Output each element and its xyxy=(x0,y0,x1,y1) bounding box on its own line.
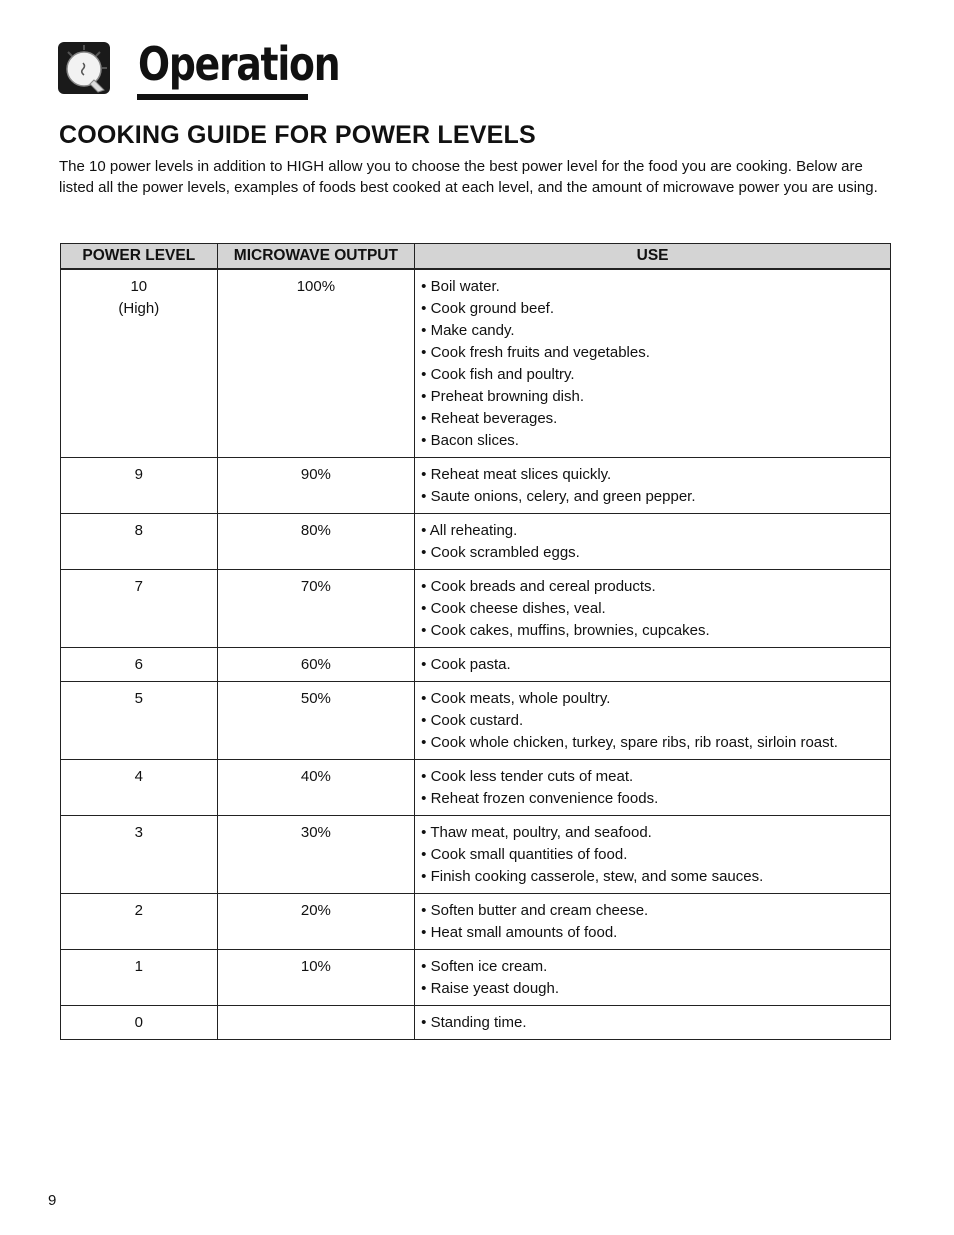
power-level-cell xyxy=(61,950,218,1006)
table-header-row xyxy=(61,244,891,270)
use-item: • Cook less tender cuts of meat. xyxy=(421,766,884,788)
power-level-note: (High) xyxy=(118,300,160,317)
microwave-output-cell: 100% xyxy=(217,269,415,458)
use-item: • Cook breads and cereal products. xyxy=(421,576,884,598)
use-item: • Raise yeast dough. xyxy=(421,978,884,1000)
table-row xyxy=(61,570,891,648)
table-row xyxy=(61,682,891,760)
power-level-value: 0 xyxy=(134,1014,143,1031)
microwave-output-cell: 90% xyxy=(217,458,415,514)
use-item: • Cook fresh fruits and vegetables. xyxy=(421,342,884,364)
table-row xyxy=(61,514,891,570)
use-cell xyxy=(415,458,891,514)
power-level-cell xyxy=(61,760,218,816)
use-item: • Thaw meat, poultry, and seafood. xyxy=(421,822,884,844)
use-cell xyxy=(415,894,891,950)
table-row xyxy=(61,894,891,950)
table-row xyxy=(61,269,891,458)
table-row xyxy=(61,1006,891,1040)
table-row xyxy=(61,950,891,1006)
use-item: • Preheat browning dish. xyxy=(421,386,884,408)
use-cell xyxy=(415,816,891,894)
use-item: • Cook pasta. xyxy=(421,654,884,676)
header-use: USE xyxy=(415,244,891,270)
power-level-value: 6 xyxy=(134,656,143,673)
power-level-value: 1 xyxy=(134,958,143,975)
use-cell xyxy=(415,514,891,570)
microwave-output-cell: 50% xyxy=(217,682,415,760)
power-level-cell xyxy=(61,682,218,760)
power-level-cell xyxy=(61,1006,218,1040)
table-row xyxy=(61,816,891,894)
power-level-value: 8 xyxy=(134,522,143,539)
page-number: 9 xyxy=(48,1192,57,1209)
use-item: • Soften butter and cream cheese. xyxy=(421,900,884,922)
power-level-cell xyxy=(61,458,218,514)
use-item: • Cook custard. xyxy=(421,710,884,732)
lightbulb-icon xyxy=(58,42,110,94)
power-level-table xyxy=(60,243,891,1040)
use-item: • Heat small amounts of food. xyxy=(421,922,884,944)
power-level-cell xyxy=(61,514,218,570)
table-body xyxy=(61,269,891,1040)
use-item: • Bacon slices. xyxy=(421,430,884,452)
use-cell xyxy=(415,950,891,1006)
use-item: • All reheating. xyxy=(421,520,884,542)
use-item: • Reheat meat slices quickly. xyxy=(421,464,884,486)
use-item: • Cook small quantities of food. xyxy=(421,844,884,866)
use-item: • Reheat frozen convenience foods. xyxy=(421,788,884,810)
power-level-cell xyxy=(61,816,218,894)
use-item: • Boil water. xyxy=(421,276,884,298)
microwave-output-cell: 40% xyxy=(217,760,415,816)
use-item: • Reheat beverages. xyxy=(421,408,884,430)
use-cell xyxy=(415,1006,891,1040)
table-row xyxy=(61,458,891,514)
microwave-output-cell: 60% xyxy=(217,648,415,682)
power-level-value: 5 xyxy=(134,690,143,707)
power-level-value: 4 xyxy=(134,768,143,785)
microwave-output-cell: 30% xyxy=(217,816,415,894)
power-level-value: 3 xyxy=(134,824,143,841)
page-title: Operation xyxy=(138,37,340,91)
microwave-output-cell: 20% xyxy=(217,894,415,950)
use-cell xyxy=(415,570,891,648)
table-row xyxy=(61,760,891,816)
power-level-cell xyxy=(61,648,218,682)
use-item: • Finish cooking casserole, stew, and some sauces. xyxy=(421,866,884,888)
header-power-level: POWER LEVEL xyxy=(61,244,218,270)
microwave-output-cell: 10% xyxy=(217,950,415,1006)
use-item: • Saute onions, celery, and green pepper. xyxy=(421,486,884,508)
power-level-value: 7 xyxy=(134,578,143,595)
power-level-cell xyxy=(61,570,218,648)
intro-paragraph: The 10 power levels in addition to HIGH allow you to choose the best power level for the food you are cooking. Below are listed all the power levels, examples of foods best cooked at each level, and the amount of microwave power you are using. xyxy=(59,158,878,196)
microwave-output-cell xyxy=(217,1006,415,1040)
power-level-value: 9 xyxy=(134,466,143,483)
power-level-cell xyxy=(61,894,218,950)
microwave-output-cell: 80% xyxy=(217,514,415,570)
use-cell xyxy=(415,648,891,682)
use-cell xyxy=(415,269,891,458)
use-item: • Cook ground beef. xyxy=(421,298,884,320)
use-item: • Cook meats, whole poultry. xyxy=(421,688,884,710)
title-underline xyxy=(137,94,308,100)
use-item: • Cook scrambled eggs. xyxy=(421,542,884,564)
use-item: • Cook fish and poultry. xyxy=(421,364,884,386)
use-cell xyxy=(415,682,891,760)
use-item: • Standing time. xyxy=(421,1012,884,1034)
microwave-output-cell: 70% xyxy=(217,570,415,648)
table-row xyxy=(61,648,891,682)
power-level-value: 2 xyxy=(134,902,143,919)
power-level-cell xyxy=(61,269,218,458)
use-item: • Cook cakes, muffins, brownies, cupcakes. xyxy=(421,620,884,642)
use-item: • Cook cheese dishes, veal. xyxy=(421,598,884,620)
section-heading: COOKING GUIDE FOR POWER LEVELS xyxy=(59,121,536,149)
power-level-value: 10 xyxy=(130,278,148,295)
use-cell xyxy=(415,760,891,816)
use-item: • Cook whole chicken, turkey, spare ribs, rib roast, sirloin roast. xyxy=(421,732,884,754)
use-item: • Soften ice cream. xyxy=(421,956,884,978)
page-header xyxy=(58,37,340,102)
use-item: • Make candy. xyxy=(421,320,884,342)
header-microwave-output: MICROWAVE OUTPUT xyxy=(217,244,415,270)
